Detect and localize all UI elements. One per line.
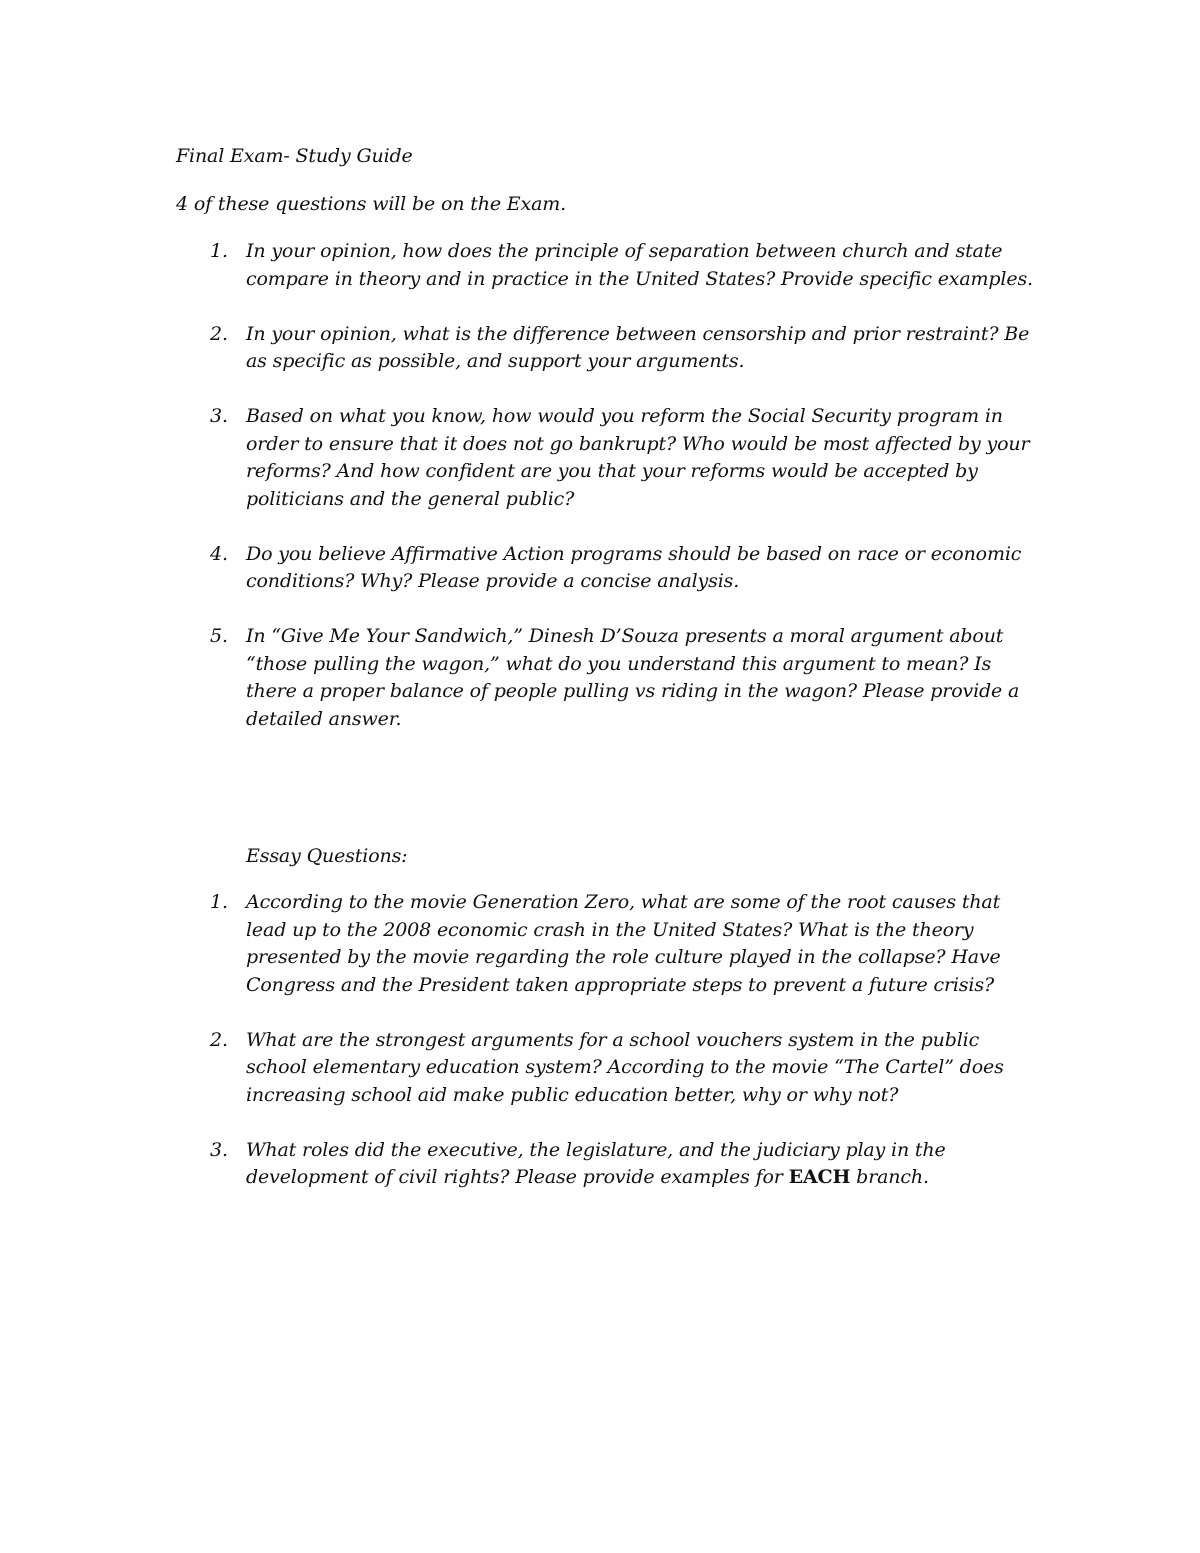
question-number: 4. bbox=[210, 542, 228, 565]
question-text: In your opinion, what is the difference between censorship and prior restraint? Be as specific as possible, and support your arguments. bbox=[246, 322, 1030, 372]
question-text: Based on what you know, how would you reform the Social Security program in order to ensure that it does not go bankrupt? Who would be most affected by your reforms? And how confident are you that your reforms would be accepted by politicians and the general public? bbox=[246, 405, 1030, 510]
question-text-start: What roles did the executive, the legislature, and the judiciary play in the development of civil rights? Please provide examples for bbox=[246, 1138, 946, 1188]
question-number: 2. bbox=[210, 322, 228, 345]
question-text: In your opinion, how does the principle of separation between church and state compare in theory and in practice in the United States? Provide specific examples. bbox=[246, 240, 1033, 290]
question-number: 1. bbox=[210, 891, 228, 913]
list-item bbox=[0, 889, 1036, 999]
question-text: Do you believe Affirmative Action programs should be based on race or economic conditions? Why? Please provide a concise analysis. bbox=[246, 542, 1022, 592]
question-number: 5. bbox=[210, 625, 228, 647]
question-number: 3. bbox=[210, 1138, 228, 1161]
question-number: 1. bbox=[210, 240, 228, 262]
intro-line: 4 of these questions will be on the Exam. bbox=[176, 193, 567, 215]
list-item bbox=[0, 541, 1036, 596]
list-item bbox=[0, 1027, 1036, 1110]
emphasis-text: EACH bbox=[788, 1166, 851, 1188]
list-item bbox=[0, 623, 1036, 733]
question-text: In “Give Me Your Sandwich,” Dinesh D’Souza presents a moral argument about “those pulling the wagon,” what do you understand this argument to mean? Is there a proper balance of people pulling vs riding in the wagon? Please provide a detailed answer. bbox=[246, 625, 1020, 730]
question-text: According to the movie Generation Zero, what are some of the root causes that lead up to the 2008 economic crash in the United States? What is the theory presented by the movie regarding the role culture played in the collapse? Have Congress and the President taken appropriate steps to prevent a future crisis? bbox=[246, 891, 1001, 996]
list-item bbox=[0, 238, 1036, 293]
document-title: Final Exam- Study Guide bbox=[176, 145, 413, 167]
study-question-list bbox=[0, 238, 1036, 761]
list-item bbox=[0, 321, 1036, 376]
question-number: 2. bbox=[210, 1028, 228, 1051]
essay-heading: Essay Questions: bbox=[246, 845, 408, 867]
question-text-end: branch. bbox=[850, 1166, 929, 1188]
question-text: What are the strongest arguments for a school vouchers system in the public school elementary education system? According to the movie “The Cartel” does increasing school aid make public education better, why or why not? bbox=[246, 1028, 1004, 1106]
question-number: 3. bbox=[210, 405, 228, 427]
list-item bbox=[0, 1137, 1036, 1192]
list-item bbox=[0, 403, 1036, 513]
essay-question-list bbox=[0, 889, 1036, 1219]
